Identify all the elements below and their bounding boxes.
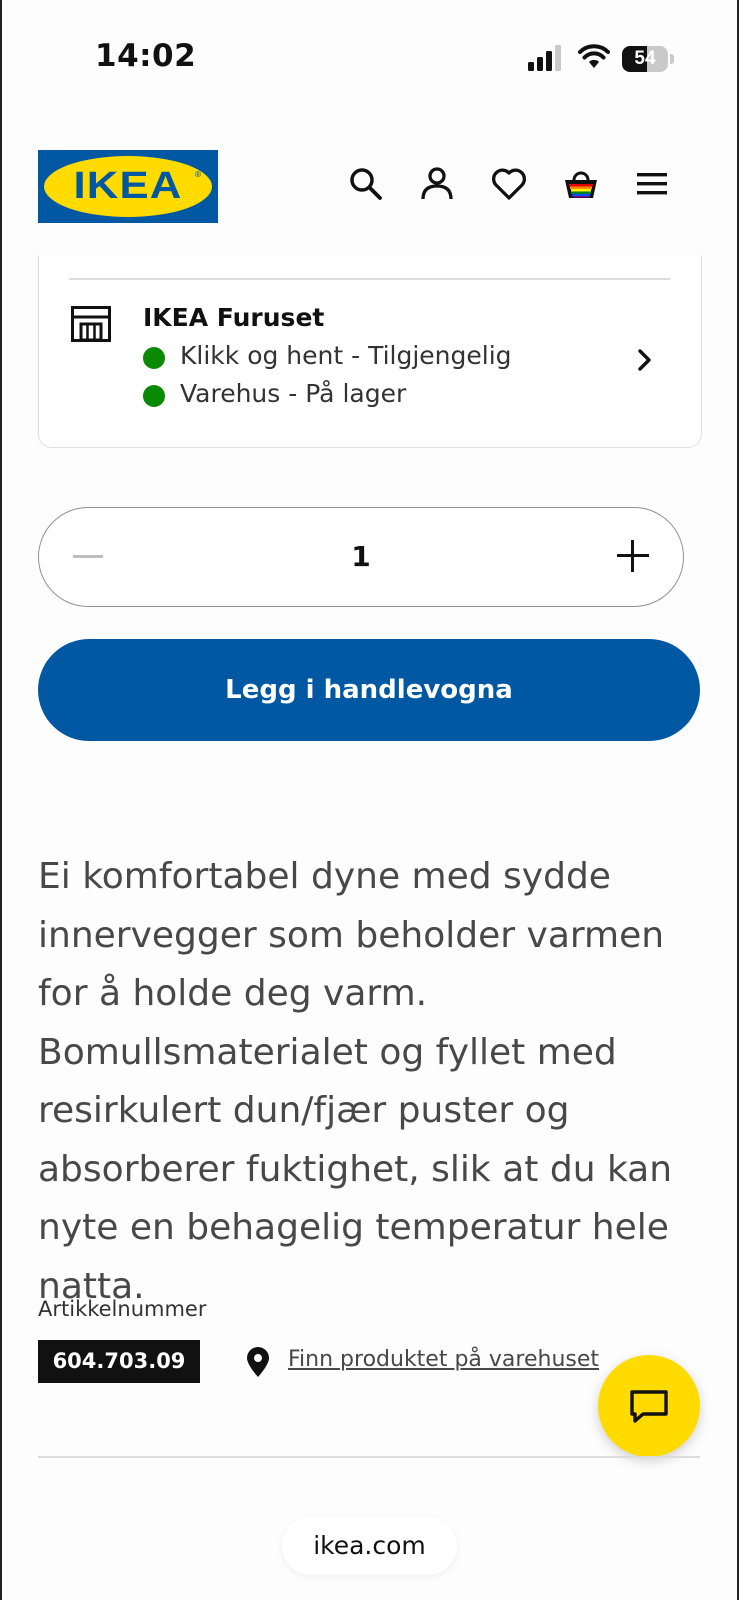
availability-click-collect: Klikk og hent - Tilgjengelig [180,341,512,370]
chat-icon [629,1389,669,1425]
store-name: IKEA Furuset [143,303,325,332]
ikea-logo[interactable]: IKEA ® [38,150,218,223]
menu-icon[interactable] [634,166,670,202]
article-number-label: Artikkelnummer [38,1297,207,1321]
logo-text: IKEA [73,165,183,207]
store-icon [71,306,111,342]
section-divider [38,1456,700,1458]
add-to-cart-button[interactable]: Legg i handlevogna [38,639,700,741]
search-icon[interactable] [348,166,384,202]
location-pin-icon [244,1346,272,1378]
chevron-right-icon[interactable] [635,347,655,373]
availability-status-dot [143,385,165,407]
heart-icon[interactable] [491,166,527,202]
card-divider [69,278,670,280]
availability-status-dot [143,347,165,369]
wifi-icon [578,44,610,70]
find-in-store-link[interactable]: Finn produktet på varehuset [288,1347,600,1372]
profile-icon[interactable] [419,166,455,202]
availability-store-stock: Varehus - På lager [180,379,407,408]
quantity-stepper[interactable] [38,507,684,607]
shopping-bag-icon[interactable] [563,166,599,202]
product-description: Ei komfortabel dyne med sydde innervegger som beholder varmen for å holde deg varm. Bomullsmaterialet og fyllet med resirkulert dun/fjær puster og absorberer fuktighet, slik at du kan nyte en behagelig temperatur hele natta. [38,856,673,1307]
increase-quantity-button[interactable] [617,540,649,572]
chat-button[interactable] [598,1355,700,1457]
cellular-signal-icon [528,44,564,72]
quantity-value[interactable]: 1 [351,540,371,573]
frame-edge-left [0,0,2,1600]
battery-icon [622,46,674,72]
browser-url-bar[interactable]: ikea.com [282,1517,457,1575]
status-time: 14:02 [95,38,197,74]
battery-level-text: 54 [634,48,656,69]
article-number: 604.703.09 [38,1340,200,1383]
